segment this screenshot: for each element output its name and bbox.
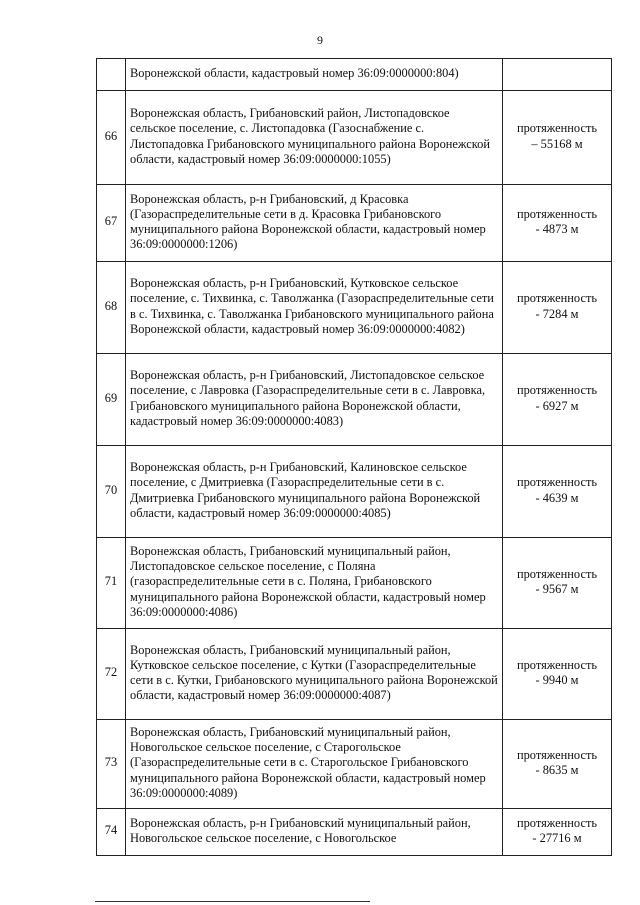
row-number: 68 — [97, 262, 126, 354]
object-address: Воронежская область, Грибановский район, Листопадовское сельское поселение, с. Листопадовка (Газоснабжение с. Листопадовка Грибановского муниципального района Воронежской области, кадастровый номер 36:09:0000000:1055) — [126, 91, 503, 185]
length-label: протяженность — [516, 206, 598, 221]
object-address: Воронежская область, Грибановский муниципальный район, Листопадовское сельское поселение, с Поляна (газораспределительные сети в с. Поляна, Грибановского муниципального района Воронежской области, кадастровый номер 36:09:0000000:4086) — [126, 538, 503, 629]
object-length — [503, 538, 612, 629]
length-value: – 55168 м — [531, 136, 583, 151]
object-length — [503, 629, 612, 720]
table-row — [97, 185, 612, 262]
table-row — [97, 262, 612, 354]
length-label: протяженность — [516, 383, 598, 398]
table-row — [97, 538, 612, 629]
object-address: Воронежская область, Грибановский муниципальный район, Новогольское сельское поселение, с Старогольское (Газораспределительные сети в с. Старогольское Грибановского муниципального района Воронежской области, кадастровый номер 36:09:0000000:4089) — [126, 720, 503, 809]
object-length — [503, 446, 612, 538]
object-length — [503, 59, 612, 91]
table-row — [97, 446, 612, 538]
object-address: Воронежская область, р-н Грибановский муниципальный район, Новогольское сельское поселение, с Новогольское — [126, 809, 503, 856]
row-number: 72 — [97, 629, 126, 720]
length-label: протяженность — [516, 566, 598, 581]
length-label: протяженность — [516, 291, 598, 306]
row-number: 69 — [97, 354, 126, 446]
length-value: - 7284 м — [535, 306, 579, 321]
table-row — [97, 629, 612, 720]
object-address: Воронежская область, р-н Грибановский, Листопадовское сельское поселение, с Лавровка (Газораспределительные сети в с. Лавровка, Грибановского муниципального района Воронежской области, кадастровый номер 36:09:0000000:4083) — [126, 354, 503, 446]
length-value: - 9567 м — [535, 582, 579, 596]
length-label: протяженность — [516, 121, 598, 136]
table-row — [97, 59, 612, 91]
table-row — [97, 809, 612, 856]
row-number: 73 — [97, 720, 126, 809]
row-number: 66 — [97, 91, 126, 185]
object-address: Воронежской области, кадастровый номер 36:09:0000000:804) — [126, 59, 503, 91]
length-value: - 4873 м — [535, 222, 579, 236]
gas-network-registry-table — [96, 58, 612, 856]
object-address: Воронежская область, р-н Грибановский, д Красовка (Газораспределительные сети в д. Красовка Грибановского муниципального района Воронежской области, кадастровый номер 36:09:0000000:1206) — [126, 185, 503, 262]
object-address: Воронежская область, р-н Грибановский, Калиновское сельское поселение, с Дмитриевка (Газораспределительные сети в с. Дмитриевка Грибановского муниципального района Воронежской области, кадастровый номер 36:09:0000000:4085) — [126, 446, 503, 538]
length-label: протяженность — [516, 657, 598, 672]
object-length — [503, 720, 612, 809]
length-value: - 6927 м — [535, 398, 579, 413]
length-label: протяженность — [516, 747, 598, 762]
length-label: протяженность — [516, 815, 598, 830]
length-value: - 4639 м — [535, 490, 579, 505]
length-value: - 9940 м — [535, 673, 579, 687]
row-number: 67 — [97, 185, 126, 262]
length-value: - 27716 м — [532, 831, 582, 845]
table-row — [97, 720, 612, 809]
row-number: 70 — [97, 446, 126, 538]
length-value: - 8635 м — [535, 763, 579, 777]
object-length — [503, 809, 612, 856]
length-label: протяженность — [516, 475, 598, 490]
object-length — [503, 262, 612, 354]
table-row — [97, 91, 612, 185]
object-address: Воронежская область, р-н Грибановский, Кутковское сельское поселение, с. Тихвинка, с. Таволжанка (Газораспределительные сети в с. Тихвинка, с. Таволжанка Грибановского муниципального района Воронежской области, кадастровый номер 36:09:0000000:4082) — [126, 262, 503, 354]
table-row — [97, 354, 612, 446]
row-number — [97, 59, 126, 91]
object-length — [503, 185, 612, 262]
row-number: 74 — [97, 809, 126, 856]
page-number: 9 — [317, 33, 323, 47]
object-length — [503, 91, 612, 185]
object-address: Воронежская область, Грибановский муниципальный район, Кутковское сельское поселение, с Кутки (Газораспределительные сети в с. Кутки, Грибановского муниципального района Воронежской области, кадастровый номер 36:09:0000000:4087) — [126, 629, 503, 720]
row-number: 71 — [97, 538, 126, 629]
footnote-divider — [95, 901, 370, 902]
object-length — [503, 354, 612, 446]
